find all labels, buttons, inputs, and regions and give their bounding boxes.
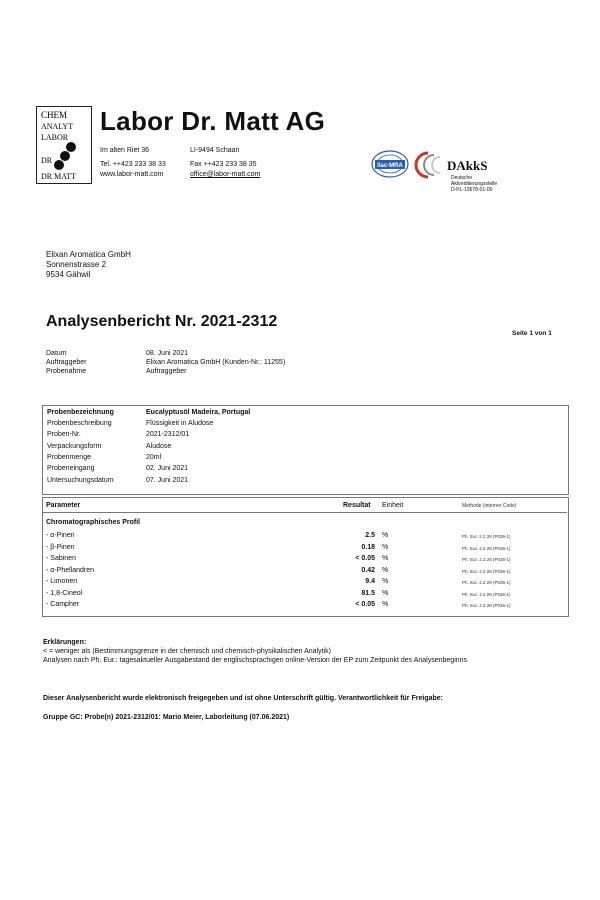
meta-label-datum: Datum	[46, 350, 67, 357]
lab-city: LI-9494 Schaan	[190, 147, 240, 154]
ilac-mra-logo	[370, 148, 410, 182]
meta-label-auftraggeber: Auftraggeber	[46, 359, 87, 366]
lab-street: Im alten Riet 36	[100, 147, 150, 154]
dakks-name: DAkkS	[447, 158, 488, 173]
result-value: 2.5	[365, 532, 375, 539]
col-header-methode: Methode (interner Code)	[462, 503, 517, 509]
result-param: - Sabinen	[46, 555, 76, 562]
release-responsible: Gruppe GC: Probe(n) 2021-2312/01: Mario Meier, Laborleitung (07.06.2021)	[43, 714, 290, 721]
logo-line-2: ANALYT	[41, 122, 74, 131]
result-method: Ph. Eur. 2.2.28 (P036-1)	[462, 592, 511, 597]
result-param: - α-Pinen	[46, 532, 75, 539]
sample-value-untersuchung: 07. Juni 2021	[146, 477, 189, 484]
result-method: Ph. Eur. 2.2.28 (P036-1)	[462, 534, 511, 539]
lab-email-link[interactable]: office@labor-matt.com	[190, 171, 261, 178]
result-unit: %	[382, 578, 389, 585]
result-unit: %	[382, 567, 389, 574]
result-value: < 0.05	[355, 601, 375, 608]
result-value: 0.18	[361, 544, 375, 551]
sample-info-box	[42, 405, 569, 495]
result-unit: %	[382, 532, 389, 539]
sample-value-beschreibung: Flüssigkeit in Aludose	[146, 420, 214, 427]
result-method: Ph. Eur. 2.2.28 (P036-1)	[462, 546, 511, 551]
sample-label-beschreibung: Probenbeschreibung	[47, 420, 112, 427]
meta-value-datum: 08. Juni 2021	[146, 350, 189, 357]
logo-line-1: CHEM	[41, 110, 68, 120]
recipient-name: Elixan Aromatica GmbH	[46, 250, 131, 259]
lab-website-link[interactable]: www.labor-matt.com	[100, 171, 164, 178]
meta-value-auftraggeber: Elixan Aromatica GmbH (Kunden-Nr.: 11255)	[146, 359, 286, 366]
results-group-title: Chromatographisches Profil	[46, 519, 141, 526]
col-header-resultat: Resultat	[343, 502, 371, 509]
meta-label-probenahme: Probenahme	[46, 368, 87, 375]
recipient-city: 9534 Gähwil	[46, 270, 91, 279]
lab-logo	[36, 106, 92, 184]
sample-value-nr: 2021-2312/01	[146, 431, 190, 438]
sample-label-nr: Proben-Nr.	[47, 431, 81, 438]
sample-label-verpackung: Verpackungsform	[47, 443, 102, 450]
result-param: - Campher	[46, 601, 80, 608]
result-unit: %	[382, 601, 389, 608]
sample-label-untersuchung: Untersuchungsdatum	[47, 477, 114, 484]
legend-line-2: Analysen nach Ph. Eur.: tagesaktueller Ausgabestand der englischsprachigen online-Version der EP zum Zeitpunkt des Analysenbeginns	[43, 657, 468, 664]
lab-logo-graphic	[37, 107, 91, 183]
recipient-street: Sonnenstrasse 2	[46, 260, 107, 269]
dakks-sub1: Deutsche	[451, 175, 473, 181]
sample-value-menge: 20ml	[146, 454, 162, 461]
sample-label-eingang: Probeneingang	[47, 465, 95, 472]
sample-value-bezeichnung: Eucalyptusöl Madeira, Portugal	[146, 409, 251, 416]
page-number: Seite 1 von 1	[512, 330, 552, 337]
legend-line-1: < = weniger als (Bestimmungsgrenze in der chemisch und chemisch-physikalischen Analytik)	[43, 648, 331, 655]
col-header-einheit: Einheit	[382, 502, 404, 509]
result-value: 81.5	[361, 590, 375, 597]
lab-name: Labor Dr. Matt AG	[100, 106, 326, 136]
result-unit: %	[382, 590, 389, 597]
results-header-divider	[43, 512, 567, 513]
result-value: 9.4	[365, 578, 375, 585]
result-method: Ph. Eur. 2.2.28 (P036-1)	[462, 603, 511, 608]
result-value: 0.42	[361, 567, 375, 574]
ilac-label: ilac-MRA	[377, 163, 403, 169]
lab-phone: Tel. ++423 233 38 33	[100, 161, 166, 168]
release-statement: Dieser Analysenbericht wurde elektronisch freigegeben und ist ohne Unterschrift gültig. Verantwortlichkeit für Freigabe:	[43, 695, 443, 702]
lab-fax: Fax ++423 233 38 35	[190, 161, 257, 168]
dakks-accreditation-number: D-PL-19678-01-00	[451, 187, 493, 193]
report-title: Analysenbericht Nr. 2021-2312	[46, 313, 278, 330]
logo-line-4: DR	[41, 156, 53, 165]
result-method: Ph. Eur. 2.2.28 (P036-1)	[462, 569, 511, 574]
dakks-sub2: Akkreditierungsstelle	[451, 181, 498, 187]
result-param: - β-Pinen	[46, 544, 75, 551]
result-unit: %	[382, 544, 389, 551]
sample-label-menge: Probenmenge	[47, 454, 91, 461]
result-param: - α-Phellandren	[46, 567, 95, 574]
logo-line-3: LABOR	[41, 133, 69, 142]
legend-title: Erklärungen:	[43, 639, 87, 646]
result-param: - 1,8-Cineol	[46, 590, 83, 597]
sample-label-bezeichnung: Probenbezeichnung	[47, 409, 114, 416]
result-method: Ph. Eur. 2.2.28 (P036-1)	[462, 557, 511, 562]
sample-value-eingang: 02. Juni 2021	[146, 465, 189, 472]
result-unit: %	[382, 555, 389, 562]
meta-value-probenahme: Auftraggeber	[146, 368, 187, 375]
col-header-parameter: Parameter	[46, 502, 81, 509]
result-param: - Limonen	[46, 578, 78, 585]
sample-value-verpackung: Aludose	[146, 443, 172, 450]
result-method: Ph. Eur. 2.2.28 (P036-1)	[462, 580, 511, 585]
logo-line-5: DR MATT	[41, 172, 76, 181]
result-value: < 0.05	[355, 555, 375, 562]
